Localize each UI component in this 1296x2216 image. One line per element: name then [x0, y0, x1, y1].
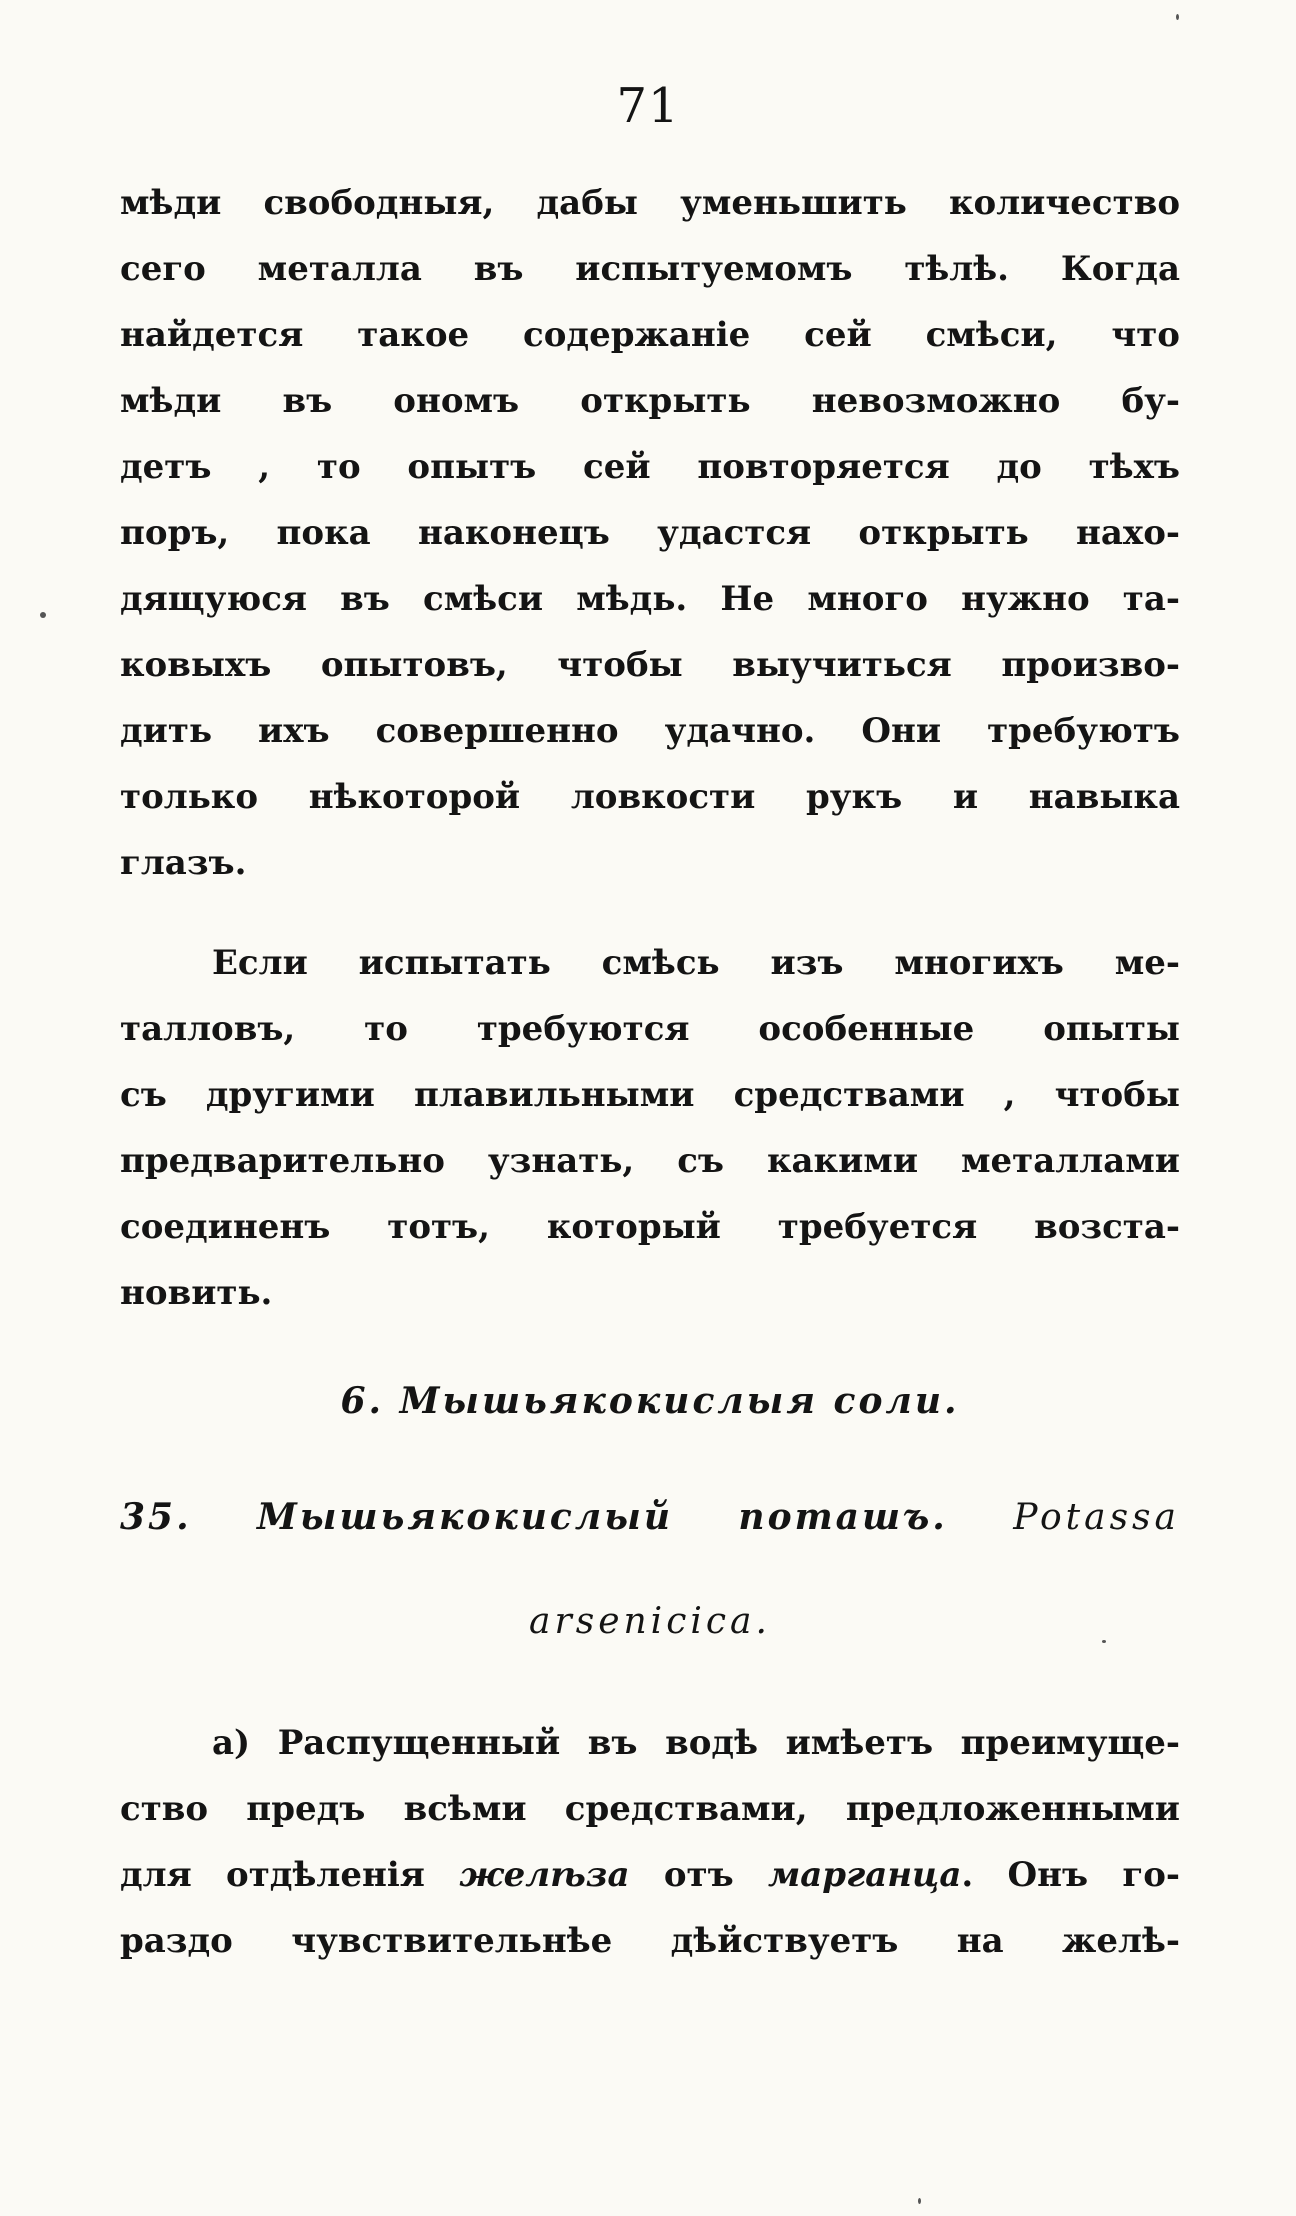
scan-speck	[1102, 1640, 1106, 1643]
text-line: найдется такое содержаніе сей смѣси, что	[120, 315, 1180, 355]
text-line: только нѣкоторой ловкости рукъ и навыка	[120, 777, 1180, 817]
italic-term-manganese: марганца	[767, 1855, 962, 1895]
text-line: предварительно узнать, съ какими металлами	[120, 1141, 1180, 1181]
latin-name-part-1: Potassa	[1013, 1497, 1180, 1538]
text-segment: . Онъ го-	[961, 1855, 1181, 1895]
page-number: 71	[616, 78, 680, 134]
text-line: дить ихъ совершенно удачно. Они требуютъ	[120, 711, 1180, 751]
text-line: ковыхъ опытовъ, чтобы выучиться произво-	[120, 645, 1180, 685]
text-segment: для отдѣленія	[120, 1855, 460, 1895]
text-line: сего металла въ испытуемомъ тѣлѣ. Когда	[120, 249, 1180, 289]
latin-name-part-2: arsenicica.	[529, 1601, 771, 1642]
text-line: дящуюся въ смѣси мѣдь. Не много нужно та-	[120, 579, 1180, 619]
subsection-title: 35. Мышьякокислый поташъ.	[120, 1496, 948, 1538]
text-line: Если испытать смѣсь изъ многихъ ме-	[212, 943, 1180, 983]
section-heading: 6. Мышьякокислыя соли.	[340, 1380, 960, 1422]
scan-speck	[918, 2198, 921, 2204]
text-line: мѣди въ ономъ открыть невозможно бу-	[120, 381, 1180, 421]
scan-speck	[40, 612, 46, 618]
text-line-with-italics	[120, 1842, 1180, 1908]
text-line: ство предъ всѣми средствами, предложенными	[120, 1789, 1180, 1829]
subsection-heading	[120, 1496, 1180, 1538]
italic-term-iron: желѣза	[459, 1855, 630, 1895]
text-line: новить.	[120, 1273, 273, 1313]
subsection-heading-continued	[120, 1600, 1180, 1642]
text-segment: отъ	[629, 1855, 768, 1895]
text-line: талловъ, то требуются особенные опыты	[120, 1009, 1180, 1049]
text-line: глазъ.	[120, 843, 247, 883]
text-line: поръ, пока наконецъ удастся открыть нахо-	[120, 513, 1180, 553]
text-line: детъ , то опытъ сей повторяется до тѣхъ	[120, 447, 1180, 487]
text-line: соединенъ тотъ, который требуется возста-	[120, 1207, 1180, 1247]
text-line: раздо чувствительнѣе дѣйствуетъ на желѣ-	[120, 1921, 1180, 1961]
text-line: мѣди свободныя, дабы уменьшить количество	[120, 183, 1180, 223]
text-line: съ другими плавильными средствами , чтобы	[120, 1075, 1180, 1115]
scan-speck	[1176, 14, 1179, 20]
text-line: а) Распущенный въ водѣ имѣетъ преимуще-	[212, 1723, 1180, 1763]
